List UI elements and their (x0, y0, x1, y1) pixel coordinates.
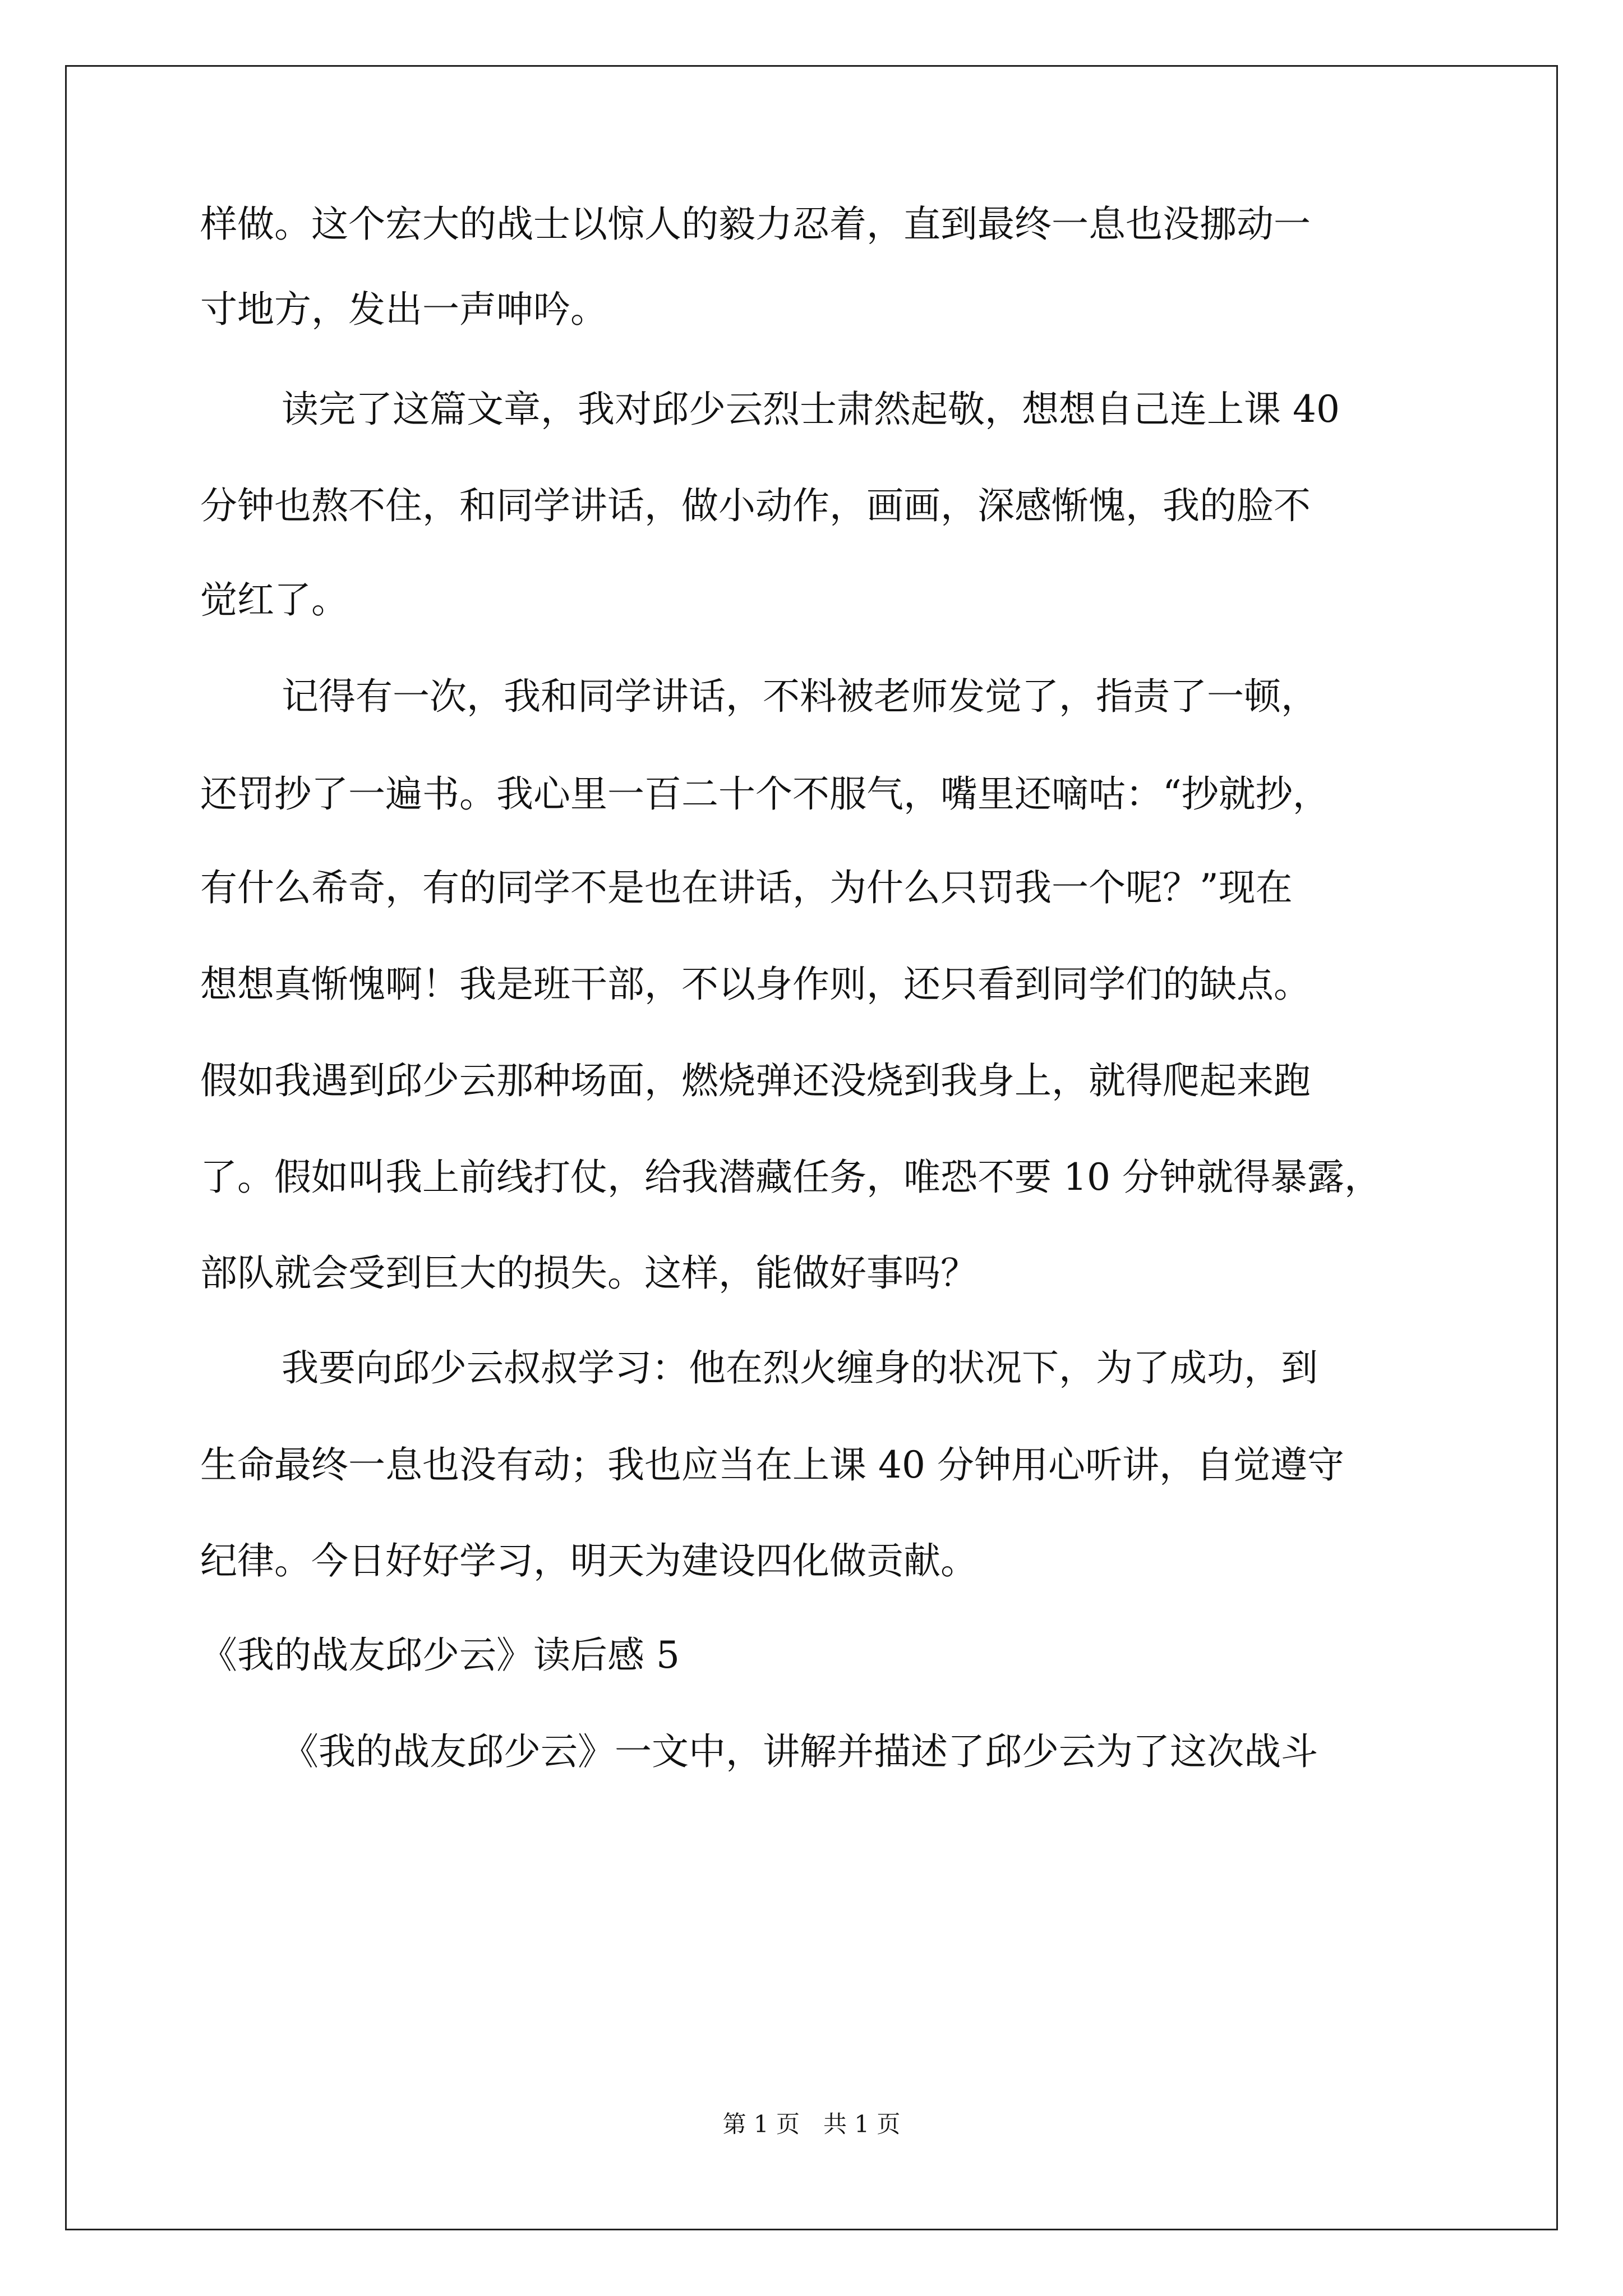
paragraph-line-12: 生命最终一息也没有动；我也应当在上课 40 分钟用心听讲，自觉遵守 (200, 1443, 1344, 1487)
paragraph-line-4: 记得有一次，我和同学讲话，不料被老师发觉了，指责了一顿， (282, 675, 1318, 718)
paragraph-line-1: 读完了这篇文章，我对邱少云烈士肃然起敬，想想自己连上课 40 (282, 388, 1340, 431)
paragraph-line-7: 想想真惭愧啊！我是班干部，不以身作则，还只看到同学们的缺点。 (200, 963, 1311, 1006)
text-line-1: 样做。这个宏大的战士以惊人的毅力忍着，直到最终一息也没挪动一 (200, 203, 1311, 246)
paragraph-line-5: 还罚抄了一遍书。我心里一百二十个不服气，嘴里还嘀咕：“抄就抄， (200, 772, 1330, 816)
paragraph-line-13: 纪律。今日好好学习，明天为建设四化做贡献。 (200, 1539, 978, 1582)
paragraph-line-10: 部队就会受到巨大的损失。这样，能做好事吗？ (200, 1251, 978, 1295)
paragraph-line-6: 有什么希奇，有的同学不是也在讲话，为什么只罚我一个呢？”现在 (200, 866, 1293, 909)
text-line-2: 寸地方，发出一声呻吟。 (200, 288, 607, 331)
page-footer: 第 1 页 共 1 页 (722, 2110, 901, 2138)
paragraph-line-3: 觉红了。 (200, 578, 348, 622)
paragraph-line-9: 了。假如叫我上前线打仗，给我潜藏任务，唯恐不要 10 分钟就得暴露， (200, 1156, 1381, 1199)
paragraph-line-14: 《我的战友邱少云》一文中，讲解并描述了邱少云为了这次战斗 (282, 1730, 1318, 1773)
paragraph-line-2: 分钟也熬不住，和同学讲话，做小动作，画画，深感惭愧，我的脸不 (200, 484, 1311, 527)
paragraph-line-8: 假如我遇到邱少云那种场面，燃烧弹还没烧到我身上，就得爬起来跑 (200, 1059, 1311, 1102)
paragraph-line-11: 我要向邱少云叔叔学习：他在烈火缠身的状况下，为了成功，到 (282, 1346, 1318, 1389)
section-heading: 《我的战友邱少云》读后感 5 (200, 1634, 680, 1677)
